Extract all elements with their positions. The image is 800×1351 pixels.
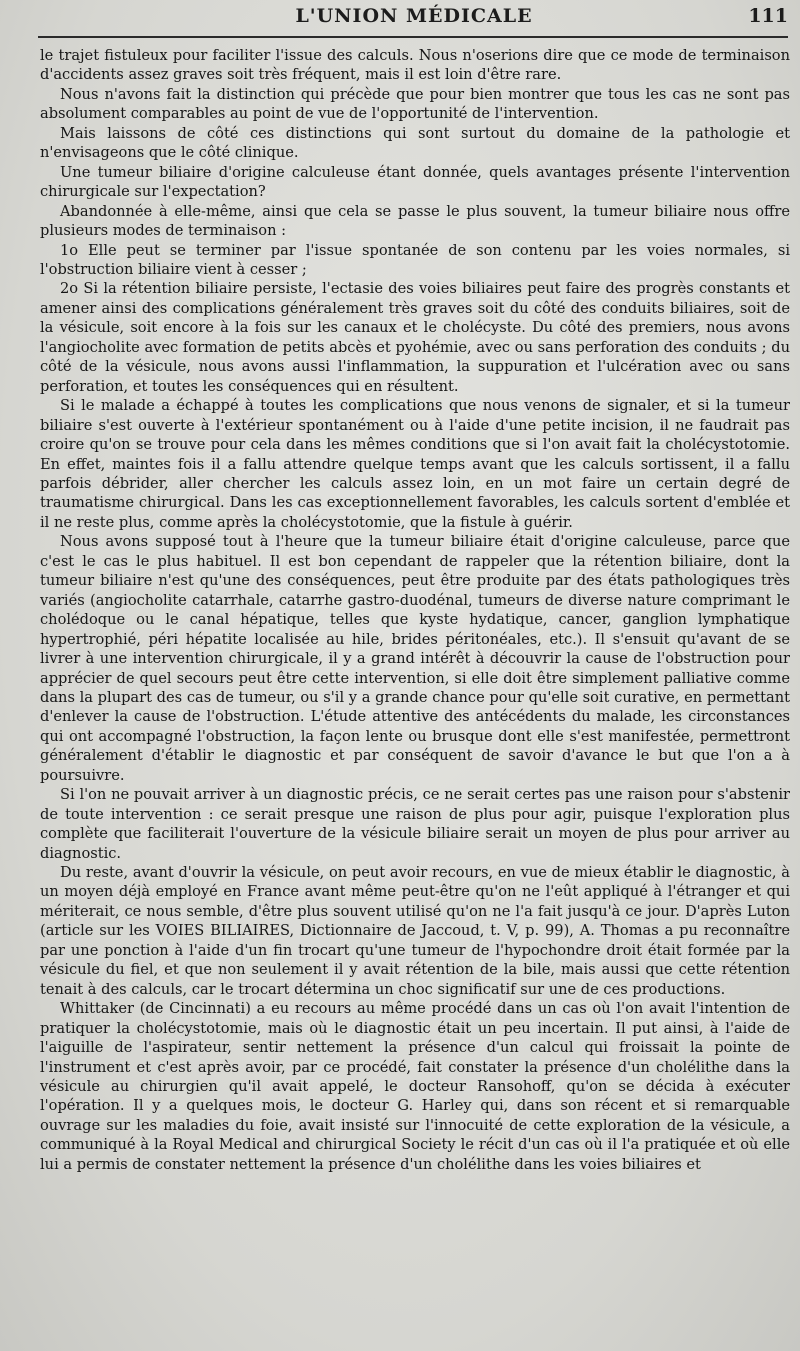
journal-title: L'UNION MÉDICALE [295, 5, 533, 27]
article-body [40, 46, 790, 1346]
paragraph: Mais laissons de côté ces distinctions qui sont surtout du domaine de la pathologie et n'envisageons que le côté clinique. [40, 124, 790, 162]
paragraph: Si le malade a échappé à toutes les complications que nous venons de signaler, et si la tumeur biliaire s'est ouverte à l'extérieur spontanément ou à l'aide d'une petite incision, il ne faudrait pas croire qu'on se trouve pour cela dans les mêmes conditions que si l'on avait fait la cholécystotomie. En effet, maintes fois il a fallu attendre quelque temps avant que les calculs sortissent, il a fallu parfois débrider, aller chercher les calculs assez loin, en un mot faire un certain degré de traumatisme chirurgical. Dans les cas exceptionnellement favorables, les calculs sortent d'emblée et il ne reste plus, comme après la cholécystotomie, que la fistule à guérir. [40, 397, 790, 531]
running-header [40, 5, 788, 31]
paragraph: Whittaker (de Cincinnati) a eu recours au même procédé dans un cas où l'on avait l'intention de pratiquer la cholécystotomie, mais où le diagnostic était un peu incertain. Il put ainsi, à l'aide de l'aiguille de l'aspirateur, sentir nettement la présence d'un calcul qui froissait la pointe de l'instrument et c'est après avoir, par ce procédé, fait constater la présence d'un cholélithe dans la vésicule au chirurgien qu'il avait appelé, le docteur Ransohoff, qu'on se décida à exécuter l'opération. Il y a quelques mois, le docteur G. Harley qui, dans son récent et si remarquable ouvrage sur les maladies du foie, avait insisté sur l'innocuité de cette exploration de la vésicule, a communiqué à la Royal Medical and chirurgical Society le récit d'un cas où il l'a pratiquée et où elle lui a permis de constater nettement la présence d'un cholélithe dans les voies biliaires et [40, 1000, 790, 1173]
paragraph: le trajet fistuleux pour faciliter l'issue des calculs. Nous n'oserions dire que ce mode de terminaison d'accidents assez graves soit très fréquent, mais il est loin d'être rare. [40, 47, 790, 84]
paragraph: 2o Si la rétention biliaire persiste, l'ectasie des voies biliaires peut faire des progrès constants et amener ainsi des complications généralement très graves soit du côté des conduits biliaires, soit de la vésicule, soit encore à la fois sur les canaux et le cholécyste. Du côté des premiers, nous avons l'angiocholite avec formation de petits abcès et pyohémie, avec ou sans perforation des conduits ; du côté de la vésicule, nous avons aussi l'inflammation, la suppuration et l'ulcération avec ou sans perforation, et toutes les conséquences qui en résultent. [40, 280, 790, 395]
paragraph: Abandonnée à elle-même, ainsi que cela se passe le plus souvent, la tumeur biliaire nous offre plusieurs modes de terminaison : [40, 202, 790, 240]
header-rule [38, 36, 788, 38]
paragraph: Si l'on ne pouvait arriver à un diagnostic précis, ce ne serait certes pas une raison pour s'abstenir de toute intervention : ce serait presque une raison de plus pour agir, puisque l'exploration plus complète que faciliterait l'ouverture de la vésicule biliaire serait un moyen de plus pour arriver au diagnostic. [40, 786, 790, 862]
paragraph: Une tumeur biliaire d'origine calculeuse étant donnée, quels avantages présente l'intervention chirurgicale sur l'expectation? [40, 163, 790, 201]
paragraph: 1o Elle peut se terminer par l'issue spontanée de son contenu par les voies normales, si l'obstruction biliaire vient à cesser ; [40, 241, 790, 278]
paragraph: Nous avons supposé tout à l'heure que la tumeur biliaire était d'origine calculeuse, parce que c'est le cas le plus habituel. Il est bon cependant de rappeler que la rétention biliaire, dont la tumeur biliaire n'est qu'une des conséquences, peut être produite par des états pathologiques très variés (angiocholite catarrhale, catarrhe gastro-duodénal, tumeurs de diverse nature comprimant le cholédoque ou le canal hépatique, telles que kyste hydatique, cancer, ganglion lymphatique hypertrophié, péri hépatite localisée au hile, brides péritonéales, etc.). Il s'ensuit qu'avant de se livrer à une intervention chirurgicale, il y a grand intérêt à découvrir la cause de l'obstruction pour apprécier de quel secours peut être cette intervention, si elle doit être simplement palliative comme dans la plupart des cas de tumeur, ou s'il y a grande chance pour qu'elle soit curative, en permettant d'enlever la cause de l'obstruction. L'étude attentive des antécédents du malade, les circonstances qui ont accompagné l'obstruction, la façon lente ou brusque dont elle s'est manifestée, permettront généralement d'établir le diagnostic et par conséquent de savoir d'avance le but que l'on a à poursuivre. [40, 533, 790, 784]
paragraph: Du reste, avant d'ouvrir la vésicule, on peut avoir recours, en vue de mieux établir le diagnostic, à un moyen déjà employé en France avant même peut-être qu'on ne l'eût appliqué à l'étranger et qui mériterait, ce nous semble, d'être plus souvent utilisé qu'on ne l'a fait jusqu'à ce jour. D'après Luton (article sur les VOIES BILIAIRES, Dictionnaire de Jaccoud, t. V, p. 99), A. Thomas a pu reconnaître par une ponction à l'aide d'un fin trocart qu'une tumeur de l'hypochondre droit était formée par la vésicule du fiel, et que non seulement il y avait rétention de la bile, mais aussi que cette rétention tenait à des calculs, car le trocart détermina un choc significatif sur une de ces productions. [40, 864, 790, 998]
page-number: 111 [748, 5, 788, 27]
paragraph: Nous n'avons fait la distinction qui précède que pour bien montrer que tous les cas ne sont pas absolument comparables au point de vue de l'opportunité de l'intervention. [40, 85, 790, 123]
